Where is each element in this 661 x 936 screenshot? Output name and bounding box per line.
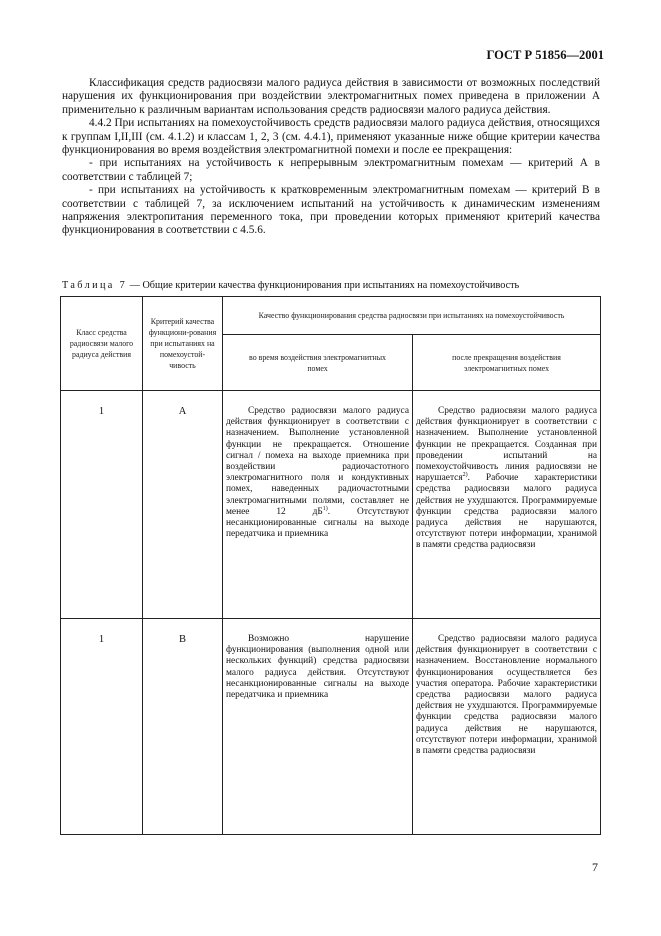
header-criterion: Критерий качества функциони-рования при испытаниях на помехоустой-чивость <box>143 297 223 391</box>
table-caption-label: Таблица 7 <box>62 280 128 291</box>
paragraph-criterion-b: - при испытаниях на устойчивость к кратковременным электромагнитным помехам — критерий В в соответствии с таблицей 7, за исключением испытаний на устойчивость к динамическим изменениям напряжения электропитания переменного тока, при проведении которых применяют критерий качества функционирования в соответствии с 4.5.6. <box>62 184 600 237</box>
criteria-table <box>60 296 601 835</box>
row1-class: 1 <box>61 391 143 619</box>
row2-during <box>223 619 413 835</box>
row1-after-tail: . Рабочие характеристики средства радиосвязи малого радиуса действия не ухудшаются. Программируемые функции средства радиосвязи малого радиуса действия не нарушаются, отсутствуют потери информации, хранимой в памяти средства радиосвязи <box>416 473 598 551</box>
row1-after-main: Средство радиосвязи малого радиуса действия функционирует в соответствии с назначением. Выполнение установленной функции не прекращается. Созданная при проведении испытаний на помехоустойчивость линия радиосвязи не нарушается <box>416 406 598 484</box>
row1-during <box>223 391 413 619</box>
row1-after-footnote: 2) <box>462 472 468 479</box>
header-during: во время воздействия электромагнитных помех <box>223 335 413 391</box>
page-header: ГОСТ Р 51856—2001 <box>486 48 604 62</box>
row1-during-footnote: 1) <box>322 505 328 512</box>
row1-during-tail: . Отсутствуют несанкционированные сигналы на выходе передатчика и приемника <box>226 506 409 540</box>
row1-after <box>413 391 601 619</box>
row1-during-main: Средство радиосвязи малого радиуса действия функционирует в соответствии с назначением. Выполнение установленной функции не прекращается. Отношение сигнал / помеха на выходе приемника при воздействии радиочастотного электромагнитного поля и кондуктивных помех, наведенных радиочастотными электромагнитными полями, составляет не менее 12 дБ <box>226 406 409 517</box>
row2-after-text: Средство радиосвязи малого радиуса действия функционирует в соответствии с назначением. Восстановление нормального функционирования осуществляется без участия оператора. Рабочие характеристики средства радиосвязи малого радиуса действия не ухудшаются. Программируемые функции средства радиосвязи малого радиуса действия не нарушаются, отсутствуют потери информации, хранимой в памяти средства радиосвязи <box>416 634 598 757</box>
row2-class: 1 <box>61 619 143 835</box>
header-quality: Качество функционирования средства радиосвязи при испытаниях на помехоустойчивость <box>223 297 601 335</box>
table-caption-text: — Общие критерии качества функционирования при испытаниях на помехоустойчивость <box>127 280 520 291</box>
table-row <box>61 619 601 835</box>
paragraph-4-4-2: 4.4.2 При испытаниях на помехоустойчивость средств радиосвязи малого радиуса действия, относящихся к группам I,II,III (см. 4.1.2) и классам 1, 2, 3 (см. 4.4.1), применяют указанные ниже общие критерии качества функционирования во время воздействия электромагнитной помехи и после ее прекращения: <box>62 117 600 157</box>
row1-criterion: А <box>143 391 223 619</box>
table-row <box>61 391 601 619</box>
paragraph-classification: Классификация средств радиосвязи малого радиуса действия в зависимости от возможных последствий нарушения их функционирования при воздействии электромагнитных помех приведена в приложении А применительно к различным вариантам использования средств радиосвязи малого радиуса действия. <box>62 77 600 116</box>
row2-after <box>413 619 601 835</box>
header-after: после прекращения воздействия электромагнитных помех <box>413 335 601 391</box>
row2-during-text: Возможно нарушение функционирования (выполнения одной или нескольких функций) средства радиосвязи малого радиуса действия. Отсутствуют несанкционированные сигналы на выходе передатчика и приемника <box>226 634 409 701</box>
table-caption <box>62 280 600 291</box>
header-class: Класс средства радиосвязи малого радиуса действия <box>61 297 143 391</box>
body-text <box>62 77 600 238</box>
page-number: 7 <box>592 860 598 874</box>
paragraph-criterion-a: - при испытаниях на устойчивость к непрерывным электромагнитным помехам — критерий А в соответствии с таблицей 7; <box>62 157 600 183</box>
row2-criterion: В <box>143 619 223 835</box>
